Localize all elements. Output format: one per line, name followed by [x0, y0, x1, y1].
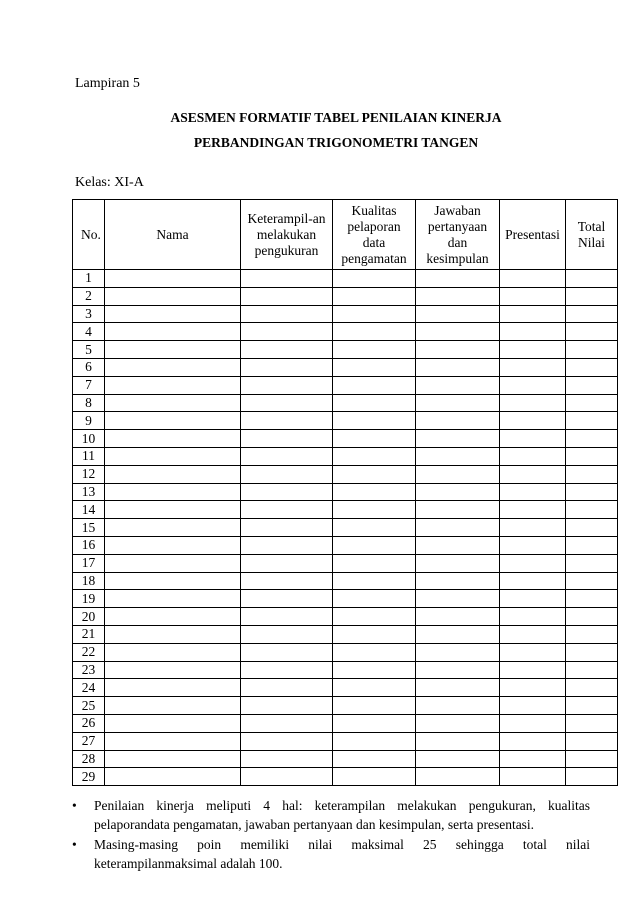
table-cell [333, 376, 416, 394]
table-cell [416, 465, 500, 483]
table-row [73, 465, 618, 483]
row-number: 12 [73, 465, 105, 483]
table-cell [566, 590, 618, 608]
table-row [73, 697, 618, 715]
column-header-jawaban: Jawaban pertanyaan dan kesimpulan [416, 200, 500, 270]
table-cell [333, 643, 416, 661]
table-cell [333, 270, 416, 288]
table-row [73, 519, 618, 537]
table-cell [241, 519, 333, 537]
table-cell [241, 714, 333, 732]
table-cell [566, 608, 618, 626]
row-number: 29 [73, 768, 105, 786]
document-title: ASESMEN FORMATIF TABEL PENILAIAN KINERJA [170, 110, 502, 125]
table-cell [105, 270, 241, 288]
row-number: 28 [73, 750, 105, 768]
table-cell [241, 625, 333, 643]
table-cell [333, 625, 416, 643]
table-row [73, 323, 618, 341]
table-cell [500, 412, 566, 430]
row-number: 3 [73, 305, 105, 323]
table-cell [500, 519, 566, 537]
table-cell [105, 661, 241, 679]
table-row [73, 661, 618, 679]
table-cell [500, 447, 566, 465]
table-cell [500, 679, 566, 697]
table-row [73, 305, 618, 323]
table-cell [333, 714, 416, 732]
table-cell [566, 679, 618, 697]
table-cell [416, 376, 500, 394]
table-cell [500, 625, 566, 643]
table-cell [105, 536, 241, 554]
table-row [73, 412, 618, 430]
table-cell [500, 483, 566, 501]
table-cell [566, 625, 618, 643]
row-number: 18 [73, 572, 105, 590]
table-cell [566, 465, 618, 483]
table-cell [105, 447, 241, 465]
table-cell [105, 625, 241, 643]
table-cell [105, 412, 241, 430]
table-cell [500, 661, 566, 679]
row-number: 9 [73, 412, 105, 430]
table-cell [333, 358, 416, 376]
table-cell [105, 572, 241, 590]
table-cell [333, 732, 416, 750]
table-cell [105, 341, 241, 359]
column-header-total-nilai: Total Nilai [566, 200, 618, 270]
table-cell [416, 590, 500, 608]
table-cell [416, 732, 500, 750]
table-row [73, 430, 618, 448]
table-cell [500, 287, 566, 305]
table-cell [241, 287, 333, 305]
table-cell [105, 679, 241, 697]
table-cell [500, 501, 566, 519]
row-number: 11 [73, 447, 105, 465]
table-row [73, 358, 618, 376]
table-cell [241, 465, 333, 483]
table-cell [241, 608, 333, 626]
table-cell [416, 750, 500, 768]
table-cell [333, 572, 416, 590]
table-row [73, 483, 618, 501]
table-cell [105, 501, 241, 519]
table-cell [416, 447, 500, 465]
table-cell [500, 323, 566, 341]
table-cell [500, 643, 566, 661]
table-cell [333, 412, 416, 430]
table-cell [500, 732, 566, 750]
table-cell [500, 750, 566, 768]
table-cell [500, 536, 566, 554]
table-cell [500, 554, 566, 572]
row-number: 25 [73, 697, 105, 715]
bullet-icon: • [72, 798, 77, 813]
table-row [73, 768, 618, 786]
class-label: Kelas: XI-A [75, 175, 144, 190]
table-cell [241, 430, 333, 448]
table-cell [500, 341, 566, 359]
row-number: 13 [73, 483, 105, 501]
table-cell [566, 323, 618, 341]
table-cell [333, 341, 416, 359]
table-cell [566, 501, 618, 519]
table-row [73, 270, 618, 288]
table-cell [241, 341, 333, 359]
table-cell [566, 714, 618, 732]
table-cell [416, 501, 500, 519]
table-cell [333, 536, 416, 554]
table-cell [241, 732, 333, 750]
row-number: 15 [73, 519, 105, 537]
table-row [73, 732, 618, 750]
table-cell [241, 305, 333, 323]
row-number: 20 [73, 608, 105, 626]
column-header-keterampilan: Keterampil-an melakukan pengukuran [241, 200, 333, 270]
column-header-nama: Nama [105, 200, 241, 270]
table-cell [333, 661, 416, 679]
table-cell [241, 501, 333, 519]
table-cell [566, 554, 618, 572]
table-cell [566, 412, 618, 430]
table-cell [241, 394, 333, 412]
assessment-table [72, 199, 618, 786]
row-number: 2 [73, 287, 105, 305]
table-cell [500, 305, 566, 323]
column-header-no: No. [73, 200, 105, 270]
table-cell [566, 732, 618, 750]
table-cell [416, 661, 500, 679]
table-cell [333, 554, 416, 572]
table-cell [416, 625, 500, 643]
table-row [73, 608, 618, 626]
table-row [73, 501, 618, 519]
table-cell [566, 270, 618, 288]
table-cell [105, 430, 241, 448]
table-cell [333, 750, 416, 768]
table-cell [416, 572, 500, 590]
table-cell [416, 483, 500, 501]
row-number: 16 [73, 536, 105, 554]
table-cell [105, 590, 241, 608]
table-cell [105, 287, 241, 305]
table-cell [333, 608, 416, 626]
table-cell [500, 572, 566, 590]
appendix-label: Lampiran 5 [75, 76, 140, 91]
row-number: 27 [73, 732, 105, 750]
row-number: 21 [73, 625, 105, 643]
table-cell [333, 519, 416, 537]
note-text: Penilaian kinerja meliputi 4 hal: keterampilan melakukan pengukuran, kualitas pelaporandata pengamatan, jawaban pertanyaan dan kesimpulan, serta presentasi. [94, 798, 590, 832]
table-cell [105, 750, 241, 768]
table-cell [566, 358, 618, 376]
bullet-icon: • [72, 837, 77, 852]
table-cell [416, 287, 500, 305]
table-cell [566, 447, 618, 465]
table-cell [416, 679, 500, 697]
table-cell [333, 430, 416, 448]
row-number: 1 [73, 270, 105, 288]
table-cell [416, 270, 500, 288]
table-row [73, 714, 618, 732]
table-cell [416, 536, 500, 554]
table-row [73, 625, 618, 643]
row-number: 6 [73, 358, 105, 376]
table-cell [333, 394, 416, 412]
table-cell [566, 750, 618, 768]
table-cell [105, 376, 241, 394]
table-cell [416, 341, 500, 359]
table-cell [241, 590, 333, 608]
table-cell [105, 394, 241, 412]
table-row [73, 643, 618, 661]
table-row [73, 750, 618, 768]
table-header-row [73, 200, 618, 270]
table-cell [241, 536, 333, 554]
table-cell [416, 358, 500, 376]
table-cell [416, 608, 500, 626]
table-cell [566, 483, 618, 501]
table-cell [105, 697, 241, 715]
table-cell [416, 519, 500, 537]
table-cell [500, 590, 566, 608]
table-cell [416, 768, 500, 786]
table-row [73, 536, 618, 554]
table-row [73, 590, 618, 608]
row-number: 22 [73, 643, 105, 661]
table-cell [105, 608, 241, 626]
table-cell [500, 697, 566, 715]
table-cell [333, 323, 416, 341]
row-number: 10 [73, 430, 105, 448]
table-cell [416, 430, 500, 448]
table-cell [241, 412, 333, 430]
table-cell [416, 714, 500, 732]
table-cell [105, 732, 241, 750]
table-cell [105, 465, 241, 483]
table-cell [500, 430, 566, 448]
table-cell [333, 679, 416, 697]
table-cell [105, 358, 241, 376]
table-cell [500, 376, 566, 394]
table-cell [241, 447, 333, 465]
list-item [70, 796, 590, 834]
table-cell [416, 412, 500, 430]
row-number: 4 [73, 323, 105, 341]
column-header-kualitas: Kualitas pelaporan data pengamatan [333, 200, 416, 270]
table-cell [566, 697, 618, 715]
table-body [73, 270, 618, 786]
row-number: 24 [73, 679, 105, 697]
table-cell [333, 287, 416, 305]
row-number: 5 [73, 341, 105, 359]
row-number: 7 [73, 376, 105, 394]
table-cell [105, 305, 241, 323]
table-cell [333, 305, 416, 323]
table-cell [241, 750, 333, 768]
table-cell [105, 643, 241, 661]
table-cell [566, 430, 618, 448]
table-cell [241, 679, 333, 697]
table-cell [241, 768, 333, 786]
table-cell [566, 768, 618, 786]
table-cell [333, 483, 416, 501]
table-row [73, 394, 618, 412]
table-cell [333, 697, 416, 715]
row-number: 17 [73, 554, 105, 572]
table-cell [333, 768, 416, 786]
row-number: 23 [73, 661, 105, 679]
table-cell [416, 394, 500, 412]
table-row [73, 554, 618, 572]
column-header-presentasi: Presentasi [500, 200, 566, 270]
table-cell [333, 447, 416, 465]
row-number: 26 [73, 714, 105, 732]
table-cell [241, 572, 333, 590]
table-cell [566, 536, 618, 554]
table-cell [333, 465, 416, 483]
table-cell [241, 483, 333, 501]
table-row [73, 447, 618, 465]
table-cell [566, 305, 618, 323]
table-cell [241, 358, 333, 376]
table-cell [241, 270, 333, 288]
table-cell [416, 554, 500, 572]
table-cell [241, 697, 333, 715]
table-cell [566, 519, 618, 537]
table-cell [241, 323, 333, 341]
row-number: 14 [73, 501, 105, 519]
table-cell [105, 323, 241, 341]
table-cell [105, 483, 241, 501]
row-number: 19 [73, 590, 105, 608]
table-cell [105, 768, 241, 786]
table-cell [241, 376, 333, 394]
table-row [73, 679, 618, 697]
table-row [73, 341, 618, 359]
table-row [73, 376, 618, 394]
document-subtitle: PERBANDINGAN TRIGONOMETRI TANGEN [193, 135, 479, 150]
table-row [73, 287, 618, 305]
table-cell [566, 341, 618, 359]
table-cell [241, 643, 333, 661]
table-cell [416, 643, 500, 661]
table-cell [566, 572, 618, 590]
notes-list [70, 796, 590, 874]
table-cell [105, 519, 241, 537]
table-cell [241, 661, 333, 679]
table-cell [241, 554, 333, 572]
list-item [70, 835, 590, 873]
row-number: 8 [73, 394, 105, 412]
table-cell [566, 661, 618, 679]
table-cell [500, 465, 566, 483]
table-cell [566, 643, 618, 661]
table-cell [500, 394, 566, 412]
table-cell [416, 697, 500, 715]
table-cell [333, 590, 416, 608]
table-cell [500, 714, 566, 732]
table-cell [500, 358, 566, 376]
table-cell [566, 287, 618, 305]
table-cell [500, 608, 566, 626]
table-cell [566, 376, 618, 394]
table-cell [500, 270, 566, 288]
table-row [73, 572, 618, 590]
table-cell [416, 305, 500, 323]
table-cell [333, 501, 416, 519]
table-cell [105, 554, 241, 572]
table-cell [105, 714, 241, 732]
table-cell [566, 394, 618, 412]
table-cell [500, 768, 566, 786]
table-cell [416, 323, 500, 341]
note-text: Masing-masing poin memiliki nilai maksimal 25 sehingga total nilai keterampilanmaksimal adalah 100. [94, 837, 590, 871]
